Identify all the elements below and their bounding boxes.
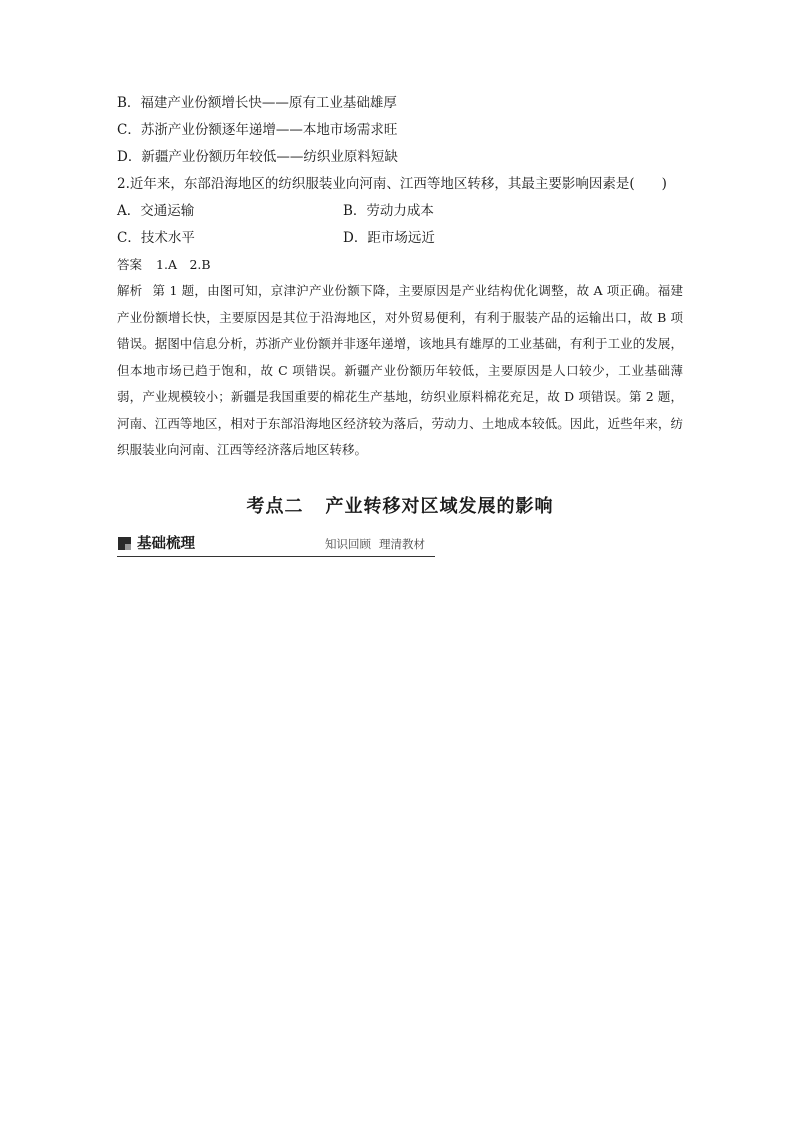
- section-title-main: 产业转移对区域发展的影响: [325, 495, 554, 517]
- q1-option-d: D．新疆产业份额历年较低——纺织业原料短缺: [117, 149, 398, 165]
- basics-tag-1: 知识回顾: [325, 536, 371, 551]
- answer-text: 1.A 2.B: [156, 257, 211, 272]
- explanation-paragraph: [117, 278, 683, 464]
- q2-option-b: B．劳动力成本: [343, 203, 434, 219]
- explanation-label: 解析: [117, 283, 143, 298]
- document-page: [117, 90, 683, 557]
- q2-option-a: A．交通运输: [117, 203, 195, 219]
- q2-stem: 2.近年来，东部沿海地区的纺织服装业向河南、江西等地区转移，其最主要影响因素是( ): [117, 176, 667, 192]
- basics-tagline: [325, 535, 425, 553]
- q2-option-c: C．技术水平: [117, 230, 195, 246]
- q1-option-c: C．苏浙产业份额逐年递增——本地市场需求旺: [117, 122, 398, 138]
- answer-label: 答案: [117, 257, 143, 272]
- answer-line: [117, 252, 683, 278]
- section-title-prefix: 考点二: [246, 495, 304, 517]
- section-square-icon: [118, 537, 131, 550]
- explanation-text: 第 1 题，由图可知，京津沪产业份额下降，主要原因是产业结构优化调整，故 A 项正确。福建产业份额增长快，主要原因是其位于沿海地区，对外贸易便利，有利于服装产品的运输出口，故 B 项错误。据图中信息分析，苏浙产业份额并非逐年递增，该地具有雄厚的工业基础，有利于工业的发展，但本地市场已趋于饱和，故 C 项错误。新疆产业份额历年较低，主要原因是人口较少，工业基础薄弱，产业规模较小；新疆是我国重要的棉花生产基地，纺织业原料棉花充足，故 D 项错误。第 2 题，河南、江西等地区，相对于东部沿海地区经济较为落后，劳动力、土地成本较低。因此，近些年来，纺织服装业向河南、江西等经济落后地区转移。: [117, 283, 683, 457]
- section-title: [117, 494, 683, 520]
- q2-option-d: D．距市场远近: [343, 230, 435, 246]
- q1-option-b: B．福建产业份额增长快——原有工业基础雄厚: [117, 95, 397, 111]
- q2-options-row-2: [117, 225, 683, 252]
- basics-tag-2: 理清教材: [379, 536, 425, 551]
- basics-header-bar: [117, 534, 435, 557]
- q2-options-row-1: [117, 198, 683, 225]
- basics-heading: 基础梳理: [137, 535, 195, 552]
